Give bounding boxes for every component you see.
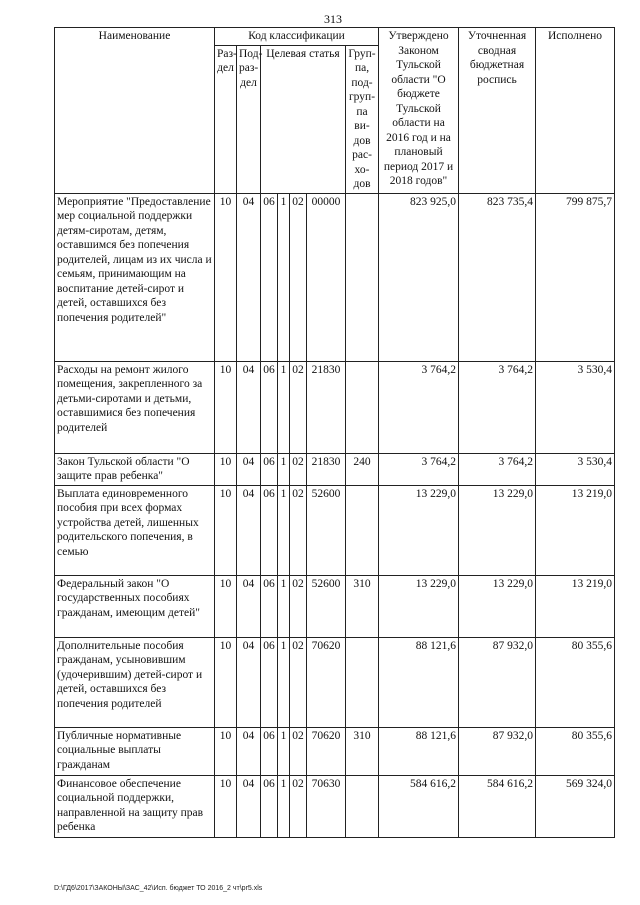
table-row [55, 727, 615, 775]
row-executed: 80 355,6 [536, 727, 615, 775]
row-target-part-4: 70620 [307, 727, 346, 775]
row-razdel: 10 [215, 575, 237, 637]
row-target-part-3: 02 [290, 575, 307, 637]
row-group [346, 485, 379, 575]
row-group [346, 775, 379, 837]
row-target-part-2: 1 [278, 485, 290, 575]
row-group: 310 [346, 727, 379, 775]
row-executed: 13 219,0 [536, 485, 615, 575]
row-approved: 88 121,6 [379, 727, 459, 775]
header-row-top [55, 28, 615, 46]
row-target-part-1: 06 [261, 361, 278, 453]
row-name: Выплата единовременного пособия при всех формах устройства детей, лишенных родительского попечения, в семью [55, 485, 215, 575]
table-row [55, 775, 615, 837]
row-podrazdel: 04 [237, 775, 261, 837]
header-approved: Утверждено Законом Тульской области "О бюджете Тульской области на 2016 год и на плановый период 2017 и 2018 годов" [379, 28, 459, 194]
row-executed: 3 530,4 [536, 453, 615, 485]
row-target-part-1: 06 [261, 193, 278, 361]
row-group [346, 637, 379, 727]
footer-file-path: D:\ГД6\2017\ЗАКОНЫ\ЗАС_42\Исп. бюджет ТО 2016_2 чт\pr5.xls [54, 885, 263, 892]
row-target-part-4: 52600 [307, 575, 346, 637]
row-approved: 584 616,2 [379, 775, 459, 837]
header-classification: Код классификации [215, 28, 379, 46]
row-executed: 799 875,7 [536, 193, 615, 361]
table-row [55, 453, 615, 485]
header-refined: Уточненная сводная бюджетная роспись [459, 28, 536, 194]
row-name: Закон Тульской области "О защите прав ребенка" [55, 453, 215, 485]
row-target-part-1: 06 [261, 485, 278, 575]
row-approved: 13 229,0 [379, 575, 459, 637]
row-podrazdel: 04 [237, 727, 261, 775]
row-razdel: 10 [215, 361, 237, 453]
row-executed: 13 219,0 [536, 575, 615, 637]
row-target-part-3: 02 [290, 637, 307, 727]
row-razdel: 10 [215, 485, 237, 575]
row-group [346, 193, 379, 361]
row-target-part-3: 02 [290, 727, 307, 775]
row-podrazdel: 04 [237, 637, 261, 727]
row-target-part-2: 1 [278, 193, 290, 361]
row-target-part-2: 1 [278, 575, 290, 637]
header-group: Груп-па, под-груп-па ви-дов рас-хо-дов [346, 45, 379, 193]
row-refined: 87 932,0 [459, 637, 536, 727]
row-target-part-2: 1 [278, 775, 290, 837]
row-name: Расходы на ремонт жилого помещения, закрепленного за детьми-сиротами и детьми, оставшимися без попечения родителей [55, 361, 215, 453]
header-podrazdel: Под-раз-дел [237, 45, 261, 193]
row-podrazdel: 04 [237, 575, 261, 637]
row-name: Мероприятие "Предоставление мер социальной поддержки детям-сиротам, детям, оставшимся без попечения родителей, лицам из их числа и семьям, принимающим на воспитание детей-сирот и детей, оставшихся без попечения родителей" [55, 193, 215, 361]
row-razdel: 10 [215, 453, 237, 485]
row-target-part-2: 1 [278, 453, 290, 485]
header-name: Наименование [55, 28, 215, 194]
row-razdel: 10 [215, 193, 237, 361]
row-target-part-2: 1 [278, 637, 290, 727]
row-refined: 823 735,4 [459, 193, 536, 361]
table-row [55, 193, 615, 361]
row-refined: 3 764,2 [459, 453, 536, 485]
header-executed: Исполнено [536, 28, 615, 194]
row-podrazdel: 04 [237, 485, 261, 575]
row-target-part-1: 06 [261, 637, 278, 727]
table-row [55, 361, 615, 453]
row-podrazdel: 04 [237, 453, 261, 485]
row-target-part-4: 52600 [307, 485, 346, 575]
row-target-part-4: 70620 [307, 637, 346, 727]
table-row [55, 485, 615, 575]
row-target-part-3: 02 [290, 775, 307, 837]
row-refined: 584 616,2 [459, 775, 536, 837]
row-target-part-2: 1 [278, 361, 290, 453]
row-target-part-3: 02 [290, 193, 307, 361]
row-target-part-4: 70630 [307, 775, 346, 837]
row-refined: 13 229,0 [459, 575, 536, 637]
table-row [55, 575, 615, 637]
row-target-part-4: 00000 [307, 193, 346, 361]
row-name: Публичные нормативные социальные выплаты гражданам [55, 727, 215, 775]
table-body [55, 193, 615, 837]
row-executed: 569 324,0 [536, 775, 615, 837]
row-refined: 3 764,2 [459, 361, 536, 453]
row-target-part-2: 1 [278, 727, 290, 775]
header-razdel: Раз-дел [215, 45, 237, 193]
row-target-part-4: 21830 [307, 453, 346, 485]
row-group: 310 [346, 575, 379, 637]
row-target-part-1: 06 [261, 453, 278, 485]
row-podrazdel: 04 [237, 193, 261, 361]
page-number: 313 [324, 12, 342, 26]
row-name: Дополнительные пособия гражданам, усыновившим (удочерившим) детей-сирот и детей, оставшихся без попечения родителей [55, 637, 215, 727]
row-refined: 87 932,0 [459, 727, 536, 775]
row-group [346, 361, 379, 453]
row-target-part-1: 06 [261, 575, 278, 637]
row-name: Финансовое обеспечение социальной поддержки, направленной на защиту прав ребенка [55, 775, 215, 837]
table-row [55, 637, 615, 727]
row-executed: 3 530,4 [536, 361, 615, 453]
row-target-part-3: 02 [290, 361, 307, 453]
row-approved: 3 764,2 [379, 453, 459, 485]
row-approved: 88 121,6 [379, 637, 459, 727]
row-approved: 3 764,2 [379, 361, 459, 453]
row-target-part-1: 06 [261, 727, 278, 775]
row-name: Федеральный закон "О государственных пособиях гражданам, имеющим детей" [55, 575, 215, 637]
row-executed: 80 355,6 [536, 637, 615, 727]
row-group: 240 [346, 453, 379, 485]
row-target-part-1: 06 [261, 775, 278, 837]
row-razdel: 10 [215, 775, 237, 837]
header-target-article: Целевая статья [261, 45, 346, 193]
budget-table [54, 27, 615, 838]
row-approved: 13 229,0 [379, 485, 459, 575]
row-razdel: 10 [215, 727, 237, 775]
row-razdel: 10 [215, 637, 237, 727]
row-refined: 13 229,0 [459, 485, 536, 575]
row-target-part-4: 21830 [307, 361, 346, 453]
row-target-part-3: 02 [290, 485, 307, 575]
row-approved: 823 925,0 [379, 193, 459, 361]
row-target-part-3: 02 [290, 453, 307, 485]
row-podrazdel: 04 [237, 361, 261, 453]
